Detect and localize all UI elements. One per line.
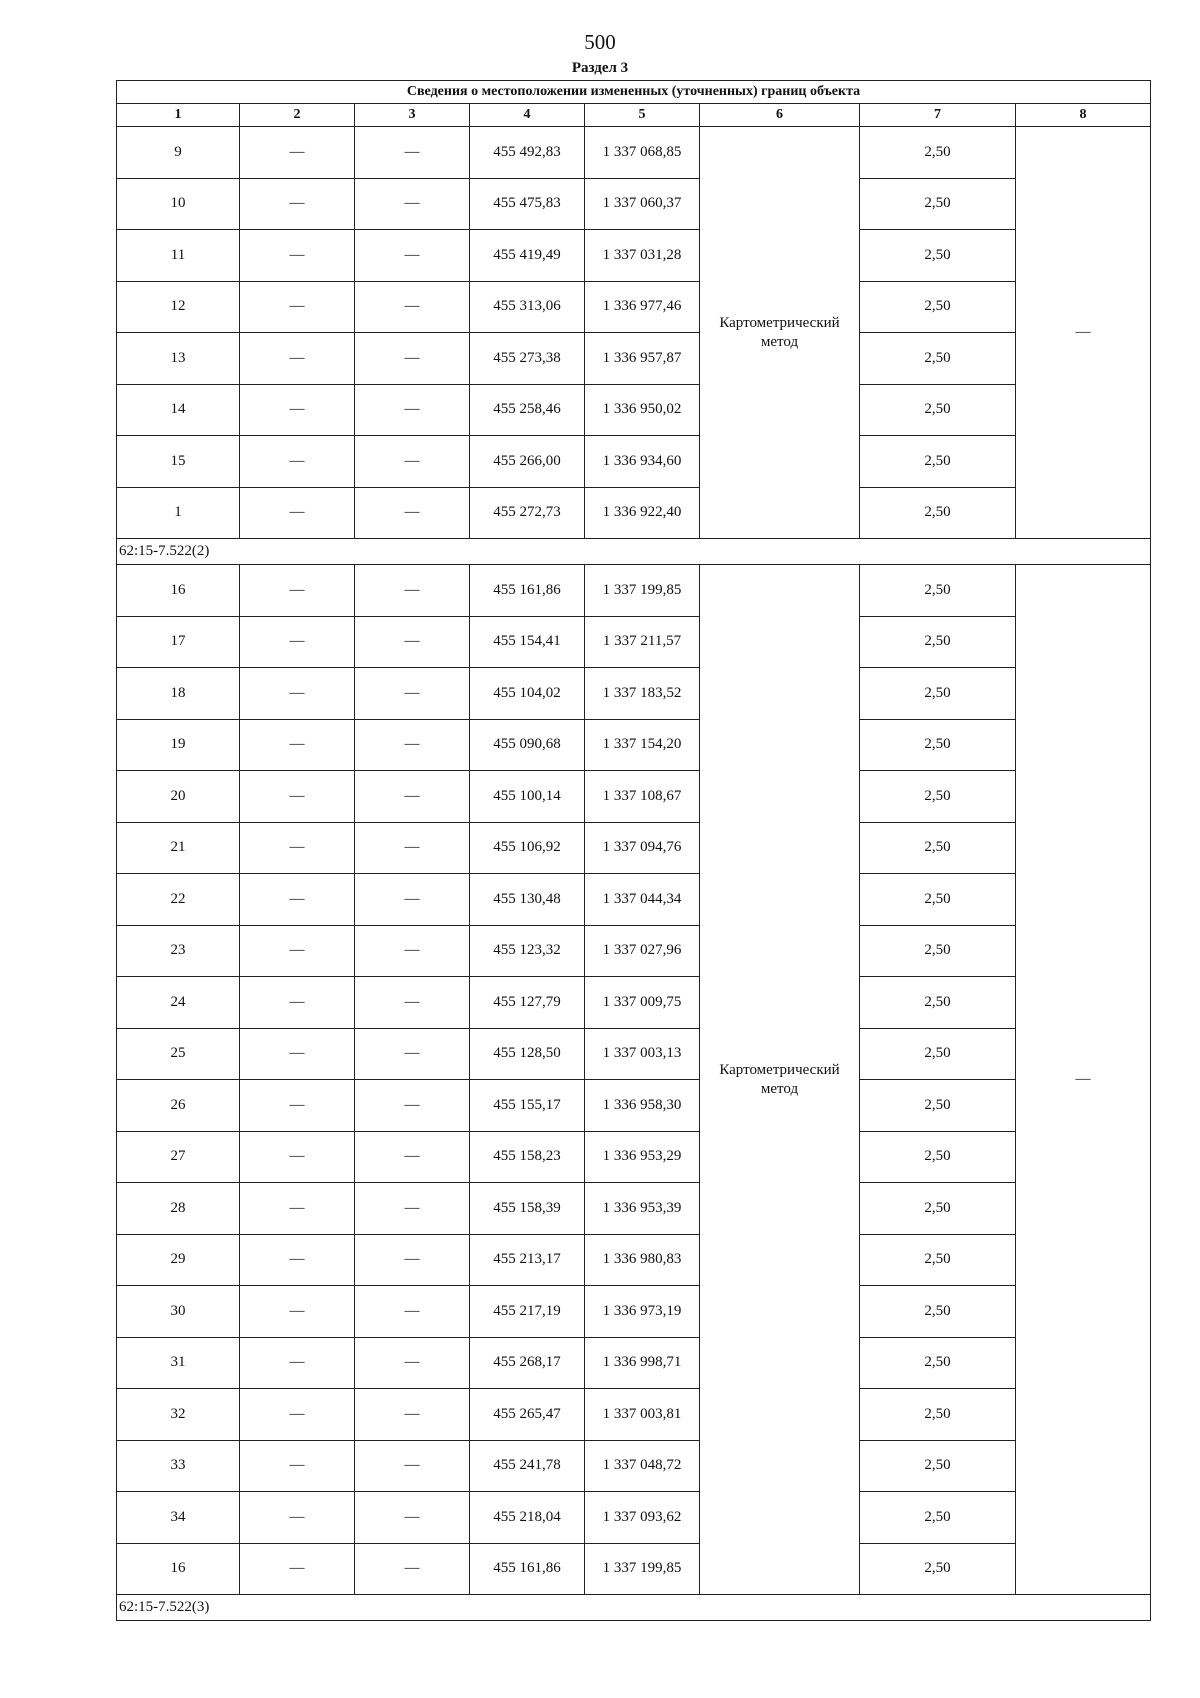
table-row: [117, 1286, 1151, 1338]
parcel-label-row: [117, 1595, 1151, 1621]
column-3-cell: —: [355, 1389, 470, 1441]
column-3-cell: —: [355, 1183, 470, 1235]
column-3-cell: —: [355, 1337, 470, 1389]
y-coordinate-cell: 1 337 060,37: [585, 178, 700, 230]
point-number-cell: 1: [117, 487, 240, 539]
column-3-cell: —: [355, 1080, 470, 1132]
accuracy-cell: 2,50: [860, 668, 1016, 720]
table-row: [117, 822, 1151, 874]
column-3-cell: —: [355, 230, 470, 282]
table-row: [117, 1183, 1151, 1235]
y-coordinate-cell: 1 336 934,60: [585, 436, 700, 488]
y-coordinate-cell: 1 337 094,76: [585, 822, 700, 874]
column-3-cell: —: [355, 1234, 470, 1286]
y-coordinate-cell: 1 336 958,30: [585, 1080, 700, 1132]
point-number-cell: 29: [117, 1234, 240, 1286]
table-row: [117, 565, 1151, 617]
point-number-cell: 10: [117, 178, 240, 230]
column-number-header: 5: [585, 104, 700, 127]
y-coordinate-cell: 1 336 922,40: [585, 487, 700, 539]
accuracy-cell: 2,50: [860, 1543, 1016, 1595]
x-coordinate-cell: 455 155,17: [470, 1080, 585, 1132]
accuracy-cell: 2,50: [860, 230, 1016, 282]
accuracy-cell: 2,50: [860, 719, 1016, 771]
column-2-cell: —: [240, 230, 355, 282]
y-coordinate-cell: 1 337 199,85: [585, 1543, 700, 1595]
column-2-cell: —: [240, 127, 355, 179]
accuracy-cell: 2,50: [860, 874, 1016, 926]
x-coordinate-cell: 455 258,46: [470, 384, 585, 436]
x-coordinate-cell: 455 161,86: [470, 1543, 585, 1595]
column-number-header: 8: [1016, 104, 1151, 127]
column-8-cell: —: [1016, 565, 1151, 1595]
x-coordinate-cell: 455 161,86: [470, 565, 585, 617]
y-coordinate-cell: 1 337 031,28: [585, 230, 700, 282]
point-number-cell: 16: [117, 1543, 240, 1595]
column-3-cell: —: [355, 822, 470, 874]
accuracy-cell: 2,50: [860, 1234, 1016, 1286]
y-coordinate-cell: 1 337 003,81: [585, 1389, 700, 1441]
column-3-cell: —: [355, 384, 470, 436]
table-row: [117, 436, 1151, 488]
parcel-label: 62:15-7.522(3): [117, 1595, 1151, 1621]
column-number-header: 7: [860, 104, 1016, 127]
y-coordinate-cell: 1 336 950,02: [585, 384, 700, 436]
table-row: [117, 1234, 1151, 1286]
x-coordinate-cell: 455 475,83: [470, 178, 585, 230]
point-number-cell: 30: [117, 1286, 240, 1338]
column-3-cell: —: [355, 1028, 470, 1080]
accuracy-cell: 2,50: [860, 1389, 1016, 1441]
x-coordinate-cell: 455 158,39: [470, 1183, 585, 1235]
column-2-cell: —: [240, 1131, 355, 1183]
column-3-cell: —: [355, 1492, 470, 1544]
y-coordinate-cell: 1 336 953,39: [585, 1183, 700, 1235]
x-coordinate-cell: 455 492,83: [470, 127, 585, 179]
column-2-cell: —: [240, 281, 355, 333]
y-coordinate-cell: 1 337 093,62: [585, 1492, 700, 1544]
table-row: [117, 977, 1151, 1029]
column-3-cell: —: [355, 333, 470, 385]
column-number-row: [117, 104, 1151, 127]
x-coordinate-cell: 455 419,49: [470, 230, 585, 282]
column-3-cell: —: [355, 616, 470, 668]
point-number-cell: 23: [117, 925, 240, 977]
column-3-cell: —: [355, 436, 470, 488]
x-coordinate-cell: 455 313,06: [470, 281, 585, 333]
x-coordinate-cell: 455 130,48: [470, 874, 585, 926]
column-2-cell: —: [240, 1337, 355, 1389]
column-number-header: 4: [470, 104, 585, 127]
accuracy-cell: 2,50: [860, 436, 1016, 488]
point-number-cell: 25: [117, 1028, 240, 1080]
column-2-cell: —: [240, 1080, 355, 1132]
table-row: [117, 1440, 1151, 1492]
column-2-cell: —: [240, 487, 355, 539]
table-row: [117, 1492, 1151, 1544]
column-2-cell: —: [240, 178, 355, 230]
table-row: [117, 925, 1151, 977]
accuracy-cell: 2,50: [860, 565, 1016, 617]
column-number-header: 2: [240, 104, 355, 127]
column-2-cell: —: [240, 1543, 355, 1595]
accuracy-cell: 2,50: [860, 333, 1016, 385]
point-number-cell: 15: [117, 436, 240, 488]
accuracy-cell: 2,50: [860, 925, 1016, 977]
point-number-cell: 26: [117, 1080, 240, 1132]
accuracy-cell: 2,50: [860, 178, 1016, 230]
table-row: [117, 1337, 1151, 1389]
accuracy-cell: 2,50: [860, 822, 1016, 874]
table-row: [117, 668, 1151, 720]
table-row: [117, 1389, 1151, 1441]
table-row: [117, 719, 1151, 771]
table-row: [117, 874, 1151, 926]
y-coordinate-cell: 1 337 048,72: [585, 1440, 700, 1492]
column-2-cell: —: [240, 822, 355, 874]
column-3-cell: —: [355, 281, 470, 333]
column-number-header: 3: [355, 104, 470, 127]
x-coordinate-cell: 455 218,04: [470, 1492, 585, 1544]
table-row: [117, 333, 1151, 385]
column-2-cell: —: [240, 925, 355, 977]
column-2-cell: —: [240, 719, 355, 771]
table-row: [117, 127, 1151, 179]
column-3-cell: —: [355, 1543, 470, 1595]
point-number-cell: 17: [117, 616, 240, 668]
column-2-cell: —: [240, 874, 355, 926]
column-2-cell: —: [240, 1492, 355, 1544]
x-coordinate-cell: 455 265,47: [470, 1389, 585, 1441]
accuracy-cell: 2,50: [860, 1492, 1016, 1544]
point-number-cell: 32: [117, 1389, 240, 1441]
x-coordinate-cell: 455 273,38: [470, 333, 585, 385]
point-number-cell: 27: [117, 1131, 240, 1183]
column-2-cell: —: [240, 1183, 355, 1235]
column-3-cell: —: [355, 977, 470, 1029]
x-coordinate-cell: 455 100,14: [470, 771, 585, 823]
column-2-cell: —: [240, 1234, 355, 1286]
y-coordinate-cell: 1 337 068,85: [585, 127, 700, 179]
y-coordinate-cell: 1 337 199,85: [585, 565, 700, 617]
accuracy-cell: 2,50: [860, 1080, 1016, 1132]
point-number-cell: 11: [117, 230, 240, 282]
column-2-cell: —: [240, 1286, 355, 1338]
table-row: [117, 281, 1151, 333]
section-title: Раздел 3: [571, 60, 629, 76]
parcel-label-row: [117, 539, 1151, 565]
column-3-cell: —: [355, 565, 470, 617]
x-coordinate-cell: 455 268,17: [470, 1337, 585, 1389]
column-2-cell: —: [240, 1389, 355, 1441]
y-coordinate-cell: 1 336 953,29: [585, 1131, 700, 1183]
column-2-cell: —: [240, 1028, 355, 1080]
method-cell: Картометрический метод: [700, 127, 860, 539]
accuracy-cell: 2,50: [860, 281, 1016, 333]
point-number-cell: 18: [117, 668, 240, 720]
column-3-cell: —: [355, 1440, 470, 1492]
point-number-cell: 22: [117, 874, 240, 926]
page-number: 500: [584, 30, 616, 54]
column-number-header: 6: [700, 104, 860, 127]
y-coordinate-cell: 1 337 108,67: [585, 771, 700, 823]
column-8-cell: —: [1016, 127, 1151, 539]
point-number-cell: 9: [117, 127, 240, 179]
y-coordinate-cell: 1 337 154,20: [585, 719, 700, 771]
column-3-cell: —: [355, 925, 470, 977]
column-2-cell: —: [240, 668, 355, 720]
accuracy-cell: 2,50: [860, 1131, 1016, 1183]
accuracy-cell: 2,50: [860, 1337, 1016, 1389]
x-coordinate-cell: 455 104,02: [470, 668, 585, 720]
point-number-cell: 24: [117, 977, 240, 1029]
accuracy-cell: 2,50: [860, 1286, 1016, 1338]
coordinates-table: [116, 80, 1151, 1621]
y-coordinate-cell: 1 337 183,52: [585, 668, 700, 720]
x-coordinate-cell: 455 127,79: [470, 977, 585, 1029]
x-coordinate-cell: 455 213,17: [470, 1234, 585, 1286]
column-3-cell: —: [355, 719, 470, 771]
y-coordinate-cell: 1 337 211,57: [585, 616, 700, 668]
point-number-cell: 33: [117, 1440, 240, 1492]
column-2-cell: —: [240, 771, 355, 823]
x-coordinate-cell: 455 266,00: [470, 436, 585, 488]
column-3-cell: —: [355, 178, 470, 230]
column-3-cell: —: [355, 1131, 470, 1183]
point-number-cell: 16: [117, 565, 240, 617]
parcel-label: 62:15-7.522(2): [117, 539, 1151, 565]
point-number-cell: 31: [117, 1337, 240, 1389]
table-row: [117, 230, 1151, 282]
x-coordinate-cell: 455 272,73: [470, 487, 585, 539]
y-coordinate-cell: 1 337 009,75: [585, 977, 700, 1029]
column-2-cell: —: [240, 384, 355, 436]
column-2-cell: —: [240, 616, 355, 668]
x-coordinate-cell: 455 106,92: [470, 822, 585, 874]
table-row: [117, 384, 1151, 436]
table-row: [117, 178, 1151, 230]
accuracy-cell: 2,50: [860, 1440, 1016, 1492]
point-number-cell: 19: [117, 719, 240, 771]
column-3-cell: —: [355, 771, 470, 823]
x-coordinate-cell: 455 128,50: [470, 1028, 585, 1080]
accuracy-cell: 2,50: [860, 771, 1016, 823]
point-number-cell: 20: [117, 771, 240, 823]
y-coordinate-cell: 1 337 044,34: [585, 874, 700, 926]
y-coordinate-cell: 1 336 973,19: [585, 1286, 700, 1338]
x-coordinate-cell: 455 217,19: [470, 1286, 585, 1338]
accuracy-cell: 2,50: [860, 1183, 1016, 1235]
y-coordinate-cell: 1 336 957,87: [585, 333, 700, 385]
table-row: [117, 1080, 1151, 1132]
accuracy-cell: 2,50: [860, 127, 1016, 179]
point-number-cell: 28: [117, 1183, 240, 1235]
x-coordinate-cell: 455 090,68: [470, 719, 585, 771]
column-number-header: 1: [117, 104, 240, 127]
accuracy-cell: 2,50: [860, 384, 1016, 436]
accuracy-cell: 2,50: [860, 487, 1016, 539]
column-3-cell: —: [355, 874, 470, 926]
method-cell: Картометрический метод: [700, 565, 860, 1595]
column-2-cell: —: [240, 977, 355, 1029]
table-row: [117, 616, 1151, 668]
table-row: [117, 1028, 1151, 1080]
x-coordinate-cell: 455 123,32: [470, 925, 585, 977]
accuracy-cell: 2,50: [860, 1028, 1016, 1080]
column-3-cell: —: [355, 668, 470, 720]
table-row: [117, 1131, 1151, 1183]
point-number-cell: 21: [117, 822, 240, 874]
y-coordinate-cell: 1 337 003,13: [585, 1028, 700, 1080]
x-coordinate-cell: 455 241,78: [470, 1440, 585, 1492]
column-2-cell: —: [240, 333, 355, 385]
x-coordinate-cell: 455 158,23: [470, 1131, 585, 1183]
table-caption: Сведения о местоположении измененных (уточненных) границ объекта: [117, 81, 1151, 104]
accuracy-cell: 2,50: [860, 616, 1016, 668]
y-coordinate-cell: 1 336 980,83: [585, 1234, 700, 1286]
point-number-cell: 34: [117, 1492, 240, 1544]
point-number-cell: 13: [117, 333, 240, 385]
column-2-cell: —: [240, 1440, 355, 1492]
point-number-cell: 14: [117, 384, 240, 436]
y-coordinate-cell: 1 336 977,46: [585, 281, 700, 333]
table-row: [117, 1543, 1151, 1595]
y-coordinate-cell: 1 337 027,96: [585, 925, 700, 977]
accuracy-cell: 2,50: [860, 977, 1016, 1029]
column-3-cell: —: [355, 487, 470, 539]
column-2-cell: —: [240, 436, 355, 488]
column-2-cell: —: [240, 565, 355, 617]
x-coordinate-cell: 455 154,41: [470, 616, 585, 668]
table-row: [117, 487, 1151, 539]
y-coordinate-cell: 1 336 998,71: [585, 1337, 700, 1389]
point-number-cell: 12: [117, 281, 240, 333]
table-row: [117, 771, 1151, 823]
column-3-cell: —: [355, 127, 470, 179]
column-3-cell: —: [355, 1286, 470, 1338]
